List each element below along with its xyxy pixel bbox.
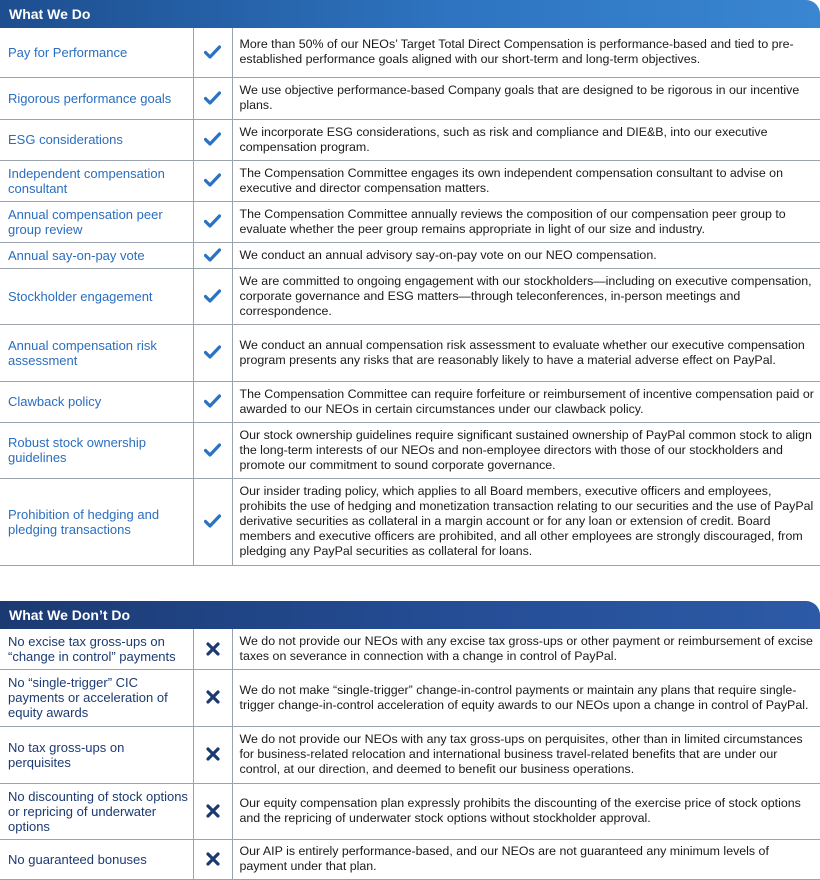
- table-row: [0, 28, 820, 77]
- checkmark-icon: [204, 91, 221, 105]
- cross-icon: [206, 804, 220, 818]
- row-label: No excise tax gross-ups on “change in control” payments: [0, 629, 193, 669]
- table-row: [0, 381, 820, 422]
- table-row: [0, 119, 820, 160]
- row-description: Our equity compensation plan expressly prohibits the discounting of the exercise price of stock options and the repricing of underwater stock options without stockholder approval.: [232, 783, 820, 839]
- row-label: Annual say-on-pay vote: [0, 242, 193, 268]
- what-we-do-header: What We Do: [0, 0, 820, 28]
- table-row: [0, 324, 820, 381]
- row-label: Stockholder engagement: [0, 268, 193, 324]
- row-description: We incorporate ESG considerations, such as risk and compliance and DIE&B, into our executive compensation program.: [232, 119, 820, 160]
- table-row: [0, 77, 820, 119]
- row-label: Robust stock ownership guidelines: [0, 422, 193, 478]
- row-description: Our AIP is entirely performance-based, and our NEOs are not guaranteed any minimum levels of payment under that plan.: [232, 839, 820, 879]
- table-row: [0, 669, 820, 726]
- table-row: [0, 839, 820, 879]
- checkmark-icon: [204, 514, 221, 528]
- table-row: [0, 783, 820, 839]
- table-row: [0, 422, 820, 478]
- row-label: Pay for Performance: [0, 28, 193, 77]
- table-row: [0, 726, 820, 783]
- cross-icon: [206, 852, 220, 866]
- row-label: No tax gross-ups on perquisites: [0, 726, 193, 783]
- checkmark-icon: [204, 214, 221, 228]
- row-label: Annual compensation peer group review: [0, 201, 193, 242]
- row-label: No “single-trigger” CIC payments or acceleration of equity awards: [0, 669, 193, 726]
- what-we-dont-do-table: [0, 629, 820, 880]
- what-we-do-table: [0, 28, 820, 566]
- row-description: We conduct an annual compensation risk assessment to evaluate whether our executive compensation program presents any risks that are reasonably likely to have a material adverse effect on PayPal.: [232, 324, 820, 381]
- row-label: Annual compensation risk assessment: [0, 324, 193, 381]
- row-label: Prohibition of hedging and pledging transactions: [0, 478, 193, 565]
- row-label: Independent compensation consultant: [0, 160, 193, 201]
- checkmark-icon: [204, 394, 221, 408]
- row-label: No discounting of stock options or repricing of underwater options: [0, 783, 193, 839]
- checkmark-icon: [204, 289, 221, 303]
- table-row: [0, 242, 820, 268]
- row-label: ESG considerations: [0, 119, 193, 160]
- row-description: We conduct an annual advisory say-on-pay vote on our NEO compensation.: [232, 242, 820, 268]
- table-row: [0, 268, 820, 324]
- table-row: [0, 478, 820, 565]
- row-label: No guaranteed bonuses: [0, 839, 193, 879]
- row-description: We use objective performance-based Company goals that are designed to be rigorous in our incentive plans.: [232, 77, 820, 119]
- table-row: [0, 201, 820, 242]
- row-description: More than 50% of our NEOs’ Target Total Direct Compensation is performance-based and tied to pre-established performance goals aligned with our short-term and long-term objectives.: [232, 28, 820, 77]
- row-description: We are committed to ongoing engagement with our stockholders—including on executive compensation, corporate governance and ESG matters—through teleconferences, in-person meetings and correspondence.: [232, 268, 820, 324]
- row-label: Clawback policy: [0, 381, 193, 422]
- row-label: Rigorous performance goals: [0, 77, 193, 119]
- row-description: The Compensation Committee can require forfeiture or reimbursement of incentive compensation paid or awarded to our NEOs in certain circumstances under our clawback policy.: [232, 381, 820, 422]
- table-row: [0, 629, 820, 669]
- cross-icon: [206, 747, 220, 761]
- checkmark-icon: [204, 132, 221, 146]
- cross-icon: [206, 642, 220, 656]
- checkmark-icon: [204, 248, 221, 262]
- row-description: Our insider trading policy, which applies to all Board members, executive officers and employees, prohibits the use of hedging and monetization transaction relating to our securities and the use of PayPal derivative securities as collateral in a margin account or for any loan or extension of credit. Board members and executive officers are prohibited, and all other employees are strongly discouraged, from pledging any PayPal securities as collateral for loans.: [232, 478, 820, 565]
- checkmark-icon: [204, 173, 221, 187]
- cross-icon: [206, 690, 220, 704]
- checkmark-icon: [204, 45, 221, 59]
- row-description: The Compensation Committee annually reviews the composition of our compensation peer group to evaluate whether the peer group remains appropriate in light of our size and industry.: [232, 201, 820, 242]
- checkmark-icon: [204, 345, 221, 359]
- checkmark-icon: [204, 443, 221, 457]
- row-description: We do not provide our NEOs with any excise tax gross-ups or other payment or reimbursement of excise taxes on severance in connection with a change in control of PayPal.: [232, 629, 820, 669]
- table-row: [0, 160, 820, 201]
- row-description: Our stock ownership guidelines require significant sustained ownership of PayPal common stock to align the long-term interests of our NEOs and non-employee directors with those of our stockholders and promote our commitment to sound corporate governance.: [232, 422, 820, 478]
- what-we-dont-do-section: [0, 601, 820, 880]
- row-description: The Compensation Committee engages its own independent compensation consultant to advise on executive and director compensation matters.: [232, 160, 820, 201]
- what-we-dont-do-header: What We Don’t Do: [0, 601, 820, 629]
- row-description: We do not make “single-trigger” change-in-control payments or maintain any plans that require single-trigger change-in-control acceleration of equity awards to our NEOs upon a change in control of PayPal.: [232, 669, 820, 726]
- row-description: We do not provide our NEOs with any tax gross-ups on perquisites, other than in limited circumstances for business-related relocation and international business travel-related benefits that are under our control, at our direction, and deemed to benefit our business operations.: [232, 726, 820, 783]
